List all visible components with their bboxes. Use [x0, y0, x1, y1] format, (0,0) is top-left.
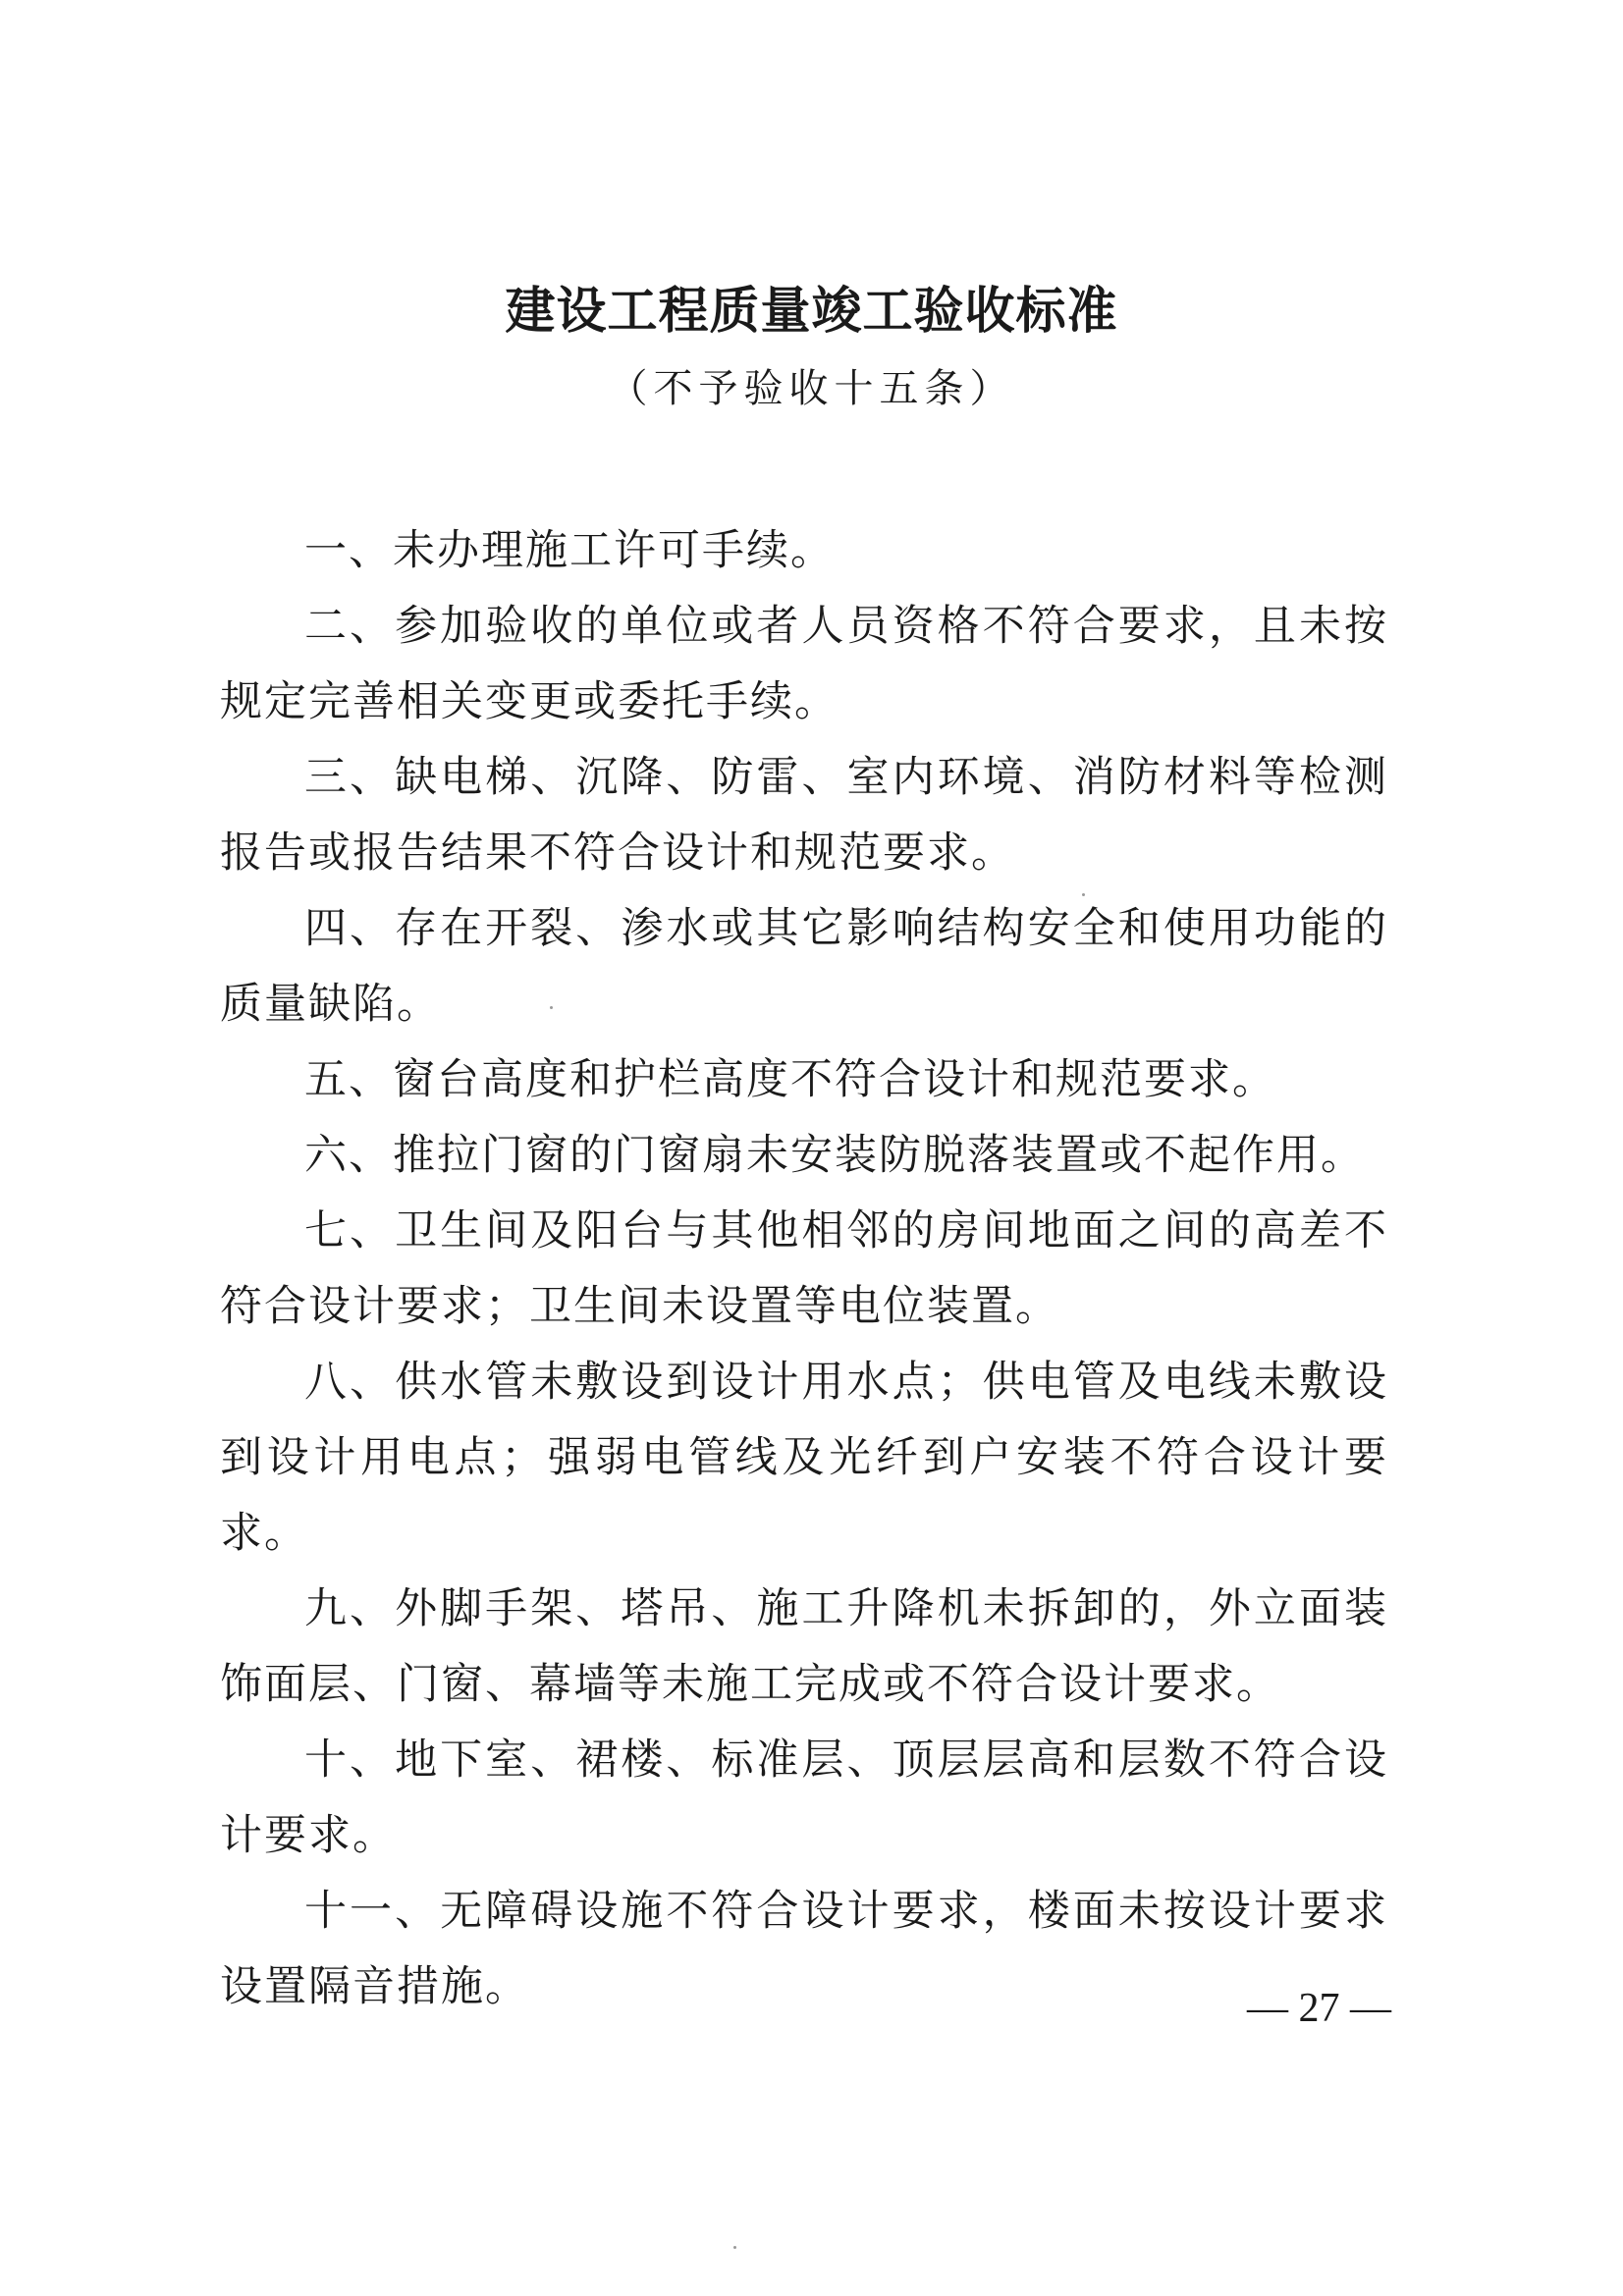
clause-7: 七、卫生间及阳台与其他相邻的房间地面之间的高差不符合设计要求；卫生间未设置等电位装置。 — [220, 1206, 1388, 1331]
clause-4: 四、存在开裂、渗水或其它影响结构安全和使用功能的质量缺陷。 — [220, 904, 1388, 1029]
document-subtitle: （不予验收十五条） — [608, 366, 1015, 411]
document-title: 建设工程质量竣工验收标准 — [505, 283, 1118, 341]
clause-8: 八、供水管未敷设到设计用水点；供电管及电线未敷设到设计用电点；强弱电管线及光纤到户安装不符合设计要求。 — [220, 1358, 1388, 1558]
clause-11: 十一、无障碍设施不符合设计要求，楼面未按设计要求设置隔音措施。 — [220, 1887, 1388, 2011]
scan-speck — [1082, 893, 1085, 896]
clause-1: 一、未办理施工许可手续。 — [304, 526, 835, 575]
document-body — [220, 513, 1388, 2025]
scan-speck — [733, 2246, 736, 2249]
clause-2: 二、参加验收的单位或者人员资格不符合要求，且未按规定完善相关变更或委托手续。 — [220, 602, 1388, 726]
clause-10: 十、地下室、裙楼、标准层、顶层层高和层数不符合设计要求。 — [220, 1735, 1388, 1860]
scan-speck — [550, 1006, 553, 1009]
clause-3: 三、缺电梯、沉降、防雷、室内环境、消防材料等检测报告或报告结果不符合设计和规范要求。 — [220, 753, 1388, 878]
page-number: — 27 — — [1247, 1986, 1391, 2031]
clause-6: 六、推拉门窗的门窗扇未安装防脱落装置或不起作用。 — [304, 1131, 1365, 1180]
clause-5: 五、窗台高度和护栏高度不符合设计和规范要求。 — [304, 1055, 1276, 1104]
clause-9: 九、外脚手架、塔吊、施工升降机未拆卸的，外立面装饰面层、门窗、幕墙等未施工完成或不符合设计要求。 — [220, 1584, 1388, 1709]
